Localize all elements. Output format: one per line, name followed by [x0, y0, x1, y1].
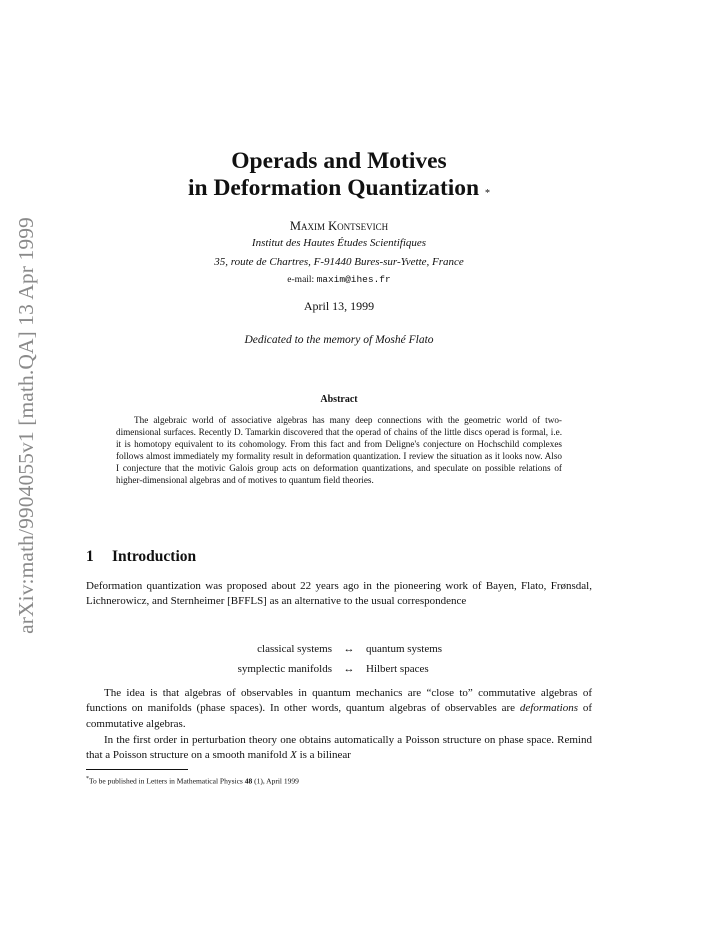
paper-date: April 13, 1999: [303, 299, 375, 313]
address: 35, route de Chartres, F-91440 Bures-sur-Yvette, France: [214, 256, 464, 268]
correspondence-display: [86, 639, 592, 679]
section-heading: [86, 548, 196, 566]
dedication: Dedicated to the memory of Moshé Flato: [244, 334, 434, 346]
intro-paragraph-3: In the first order in perturbation theory one obtains automatically a Poisson structure on phase space. Remind that a Poisson structure on a smooth manifold X is a bilinear: [86, 734, 592, 762]
affiliation: Institut des Hautes Études Scientifiques: [251, 237, 427, 249]
paper-title: [86, 148, 592, 202]
correspondence-row: classical systems ↔ quantum systems: [86, 639, 592, 659]
email-line: e-mail: maxim@ihes.fr: [287, 274, 391, 285]
title-line-1: Operads and Motives: [231, 148, 447, 174]
section-number: 1: [86, 548, 94, 565]
email-address: maxim@ihes.fr: [316, 274, 391, 285]
title-line-2: in Deformation Quantization *: [187, 175, 490, 201]
footnote-mark: *: [86, 776, 89, 782]
author-name: Maxim Kontsevich: [289, 219, 389, 233]
title-footnote-mark: *: [485, 188, 490, 199]
intro-paragraph-1: Deformation quantization was proposed about 22 years ago in the pioneering work of Bayen, Flato, Frønsdal, Lichnerowicz, and Sternheimer [BFFLS] as an alternative to the usual correspondence: [86, 580, 592, 608]
intro-paragraph-2: The idea is that algebras of observables in quantum mechanics are “close to” commutative algebras of functions on manifolds (phase spaces). In other words, quantum algebras of observables are deformations of commutative algebras.: [86, 687, 593, 730]
correspondence-row: symplectic manifolds ↔ Hilbert spaces: [86, 659, 592, 679]
footnote-rule: [86, 769, 188, 770]
footnote: *To be published in Letters in Mathematical Physics 48 (1), April 1999: [86, 776, 299, 786]
abstract-text: The algebraic world of associative algebras has many deep connections with the geometric world of two-dimensional surfaces. Recently D. Tamarkin discovered that the operad of chains of the little discs operad is formal, i.e. it is homotopy equivalent to its cohomology. From this fact and from Deligne's conjecture on Hochschild complexes follows almost immediately my formality result in deformation quantization. I review the situation as it looks now. Also I conjecture that the motivic Galois group acts on deformation quantizations, and speculate on possible relations of higher-dimensional algebras and of motives to quantum field theories.: [116, 415, 562, 486]
arxiv-sidebar: [6, 190, 46, 660]
arrow-symbol: ↔: [343, 643, 355, 655]
journal-volume: 48: [244, 776, 253, 786]
arrow-symbol: ↔: [343, 663, 355, 675]
section-title: Introduction: [112, 548, 197, 565]
abstract-heading: Abstract: [320, 394, 358, 405]
arxiv-identifier: arXiv:math/9904055v1 [math.QA] 13 Apr 1999: [13, 216, 38, 634]
